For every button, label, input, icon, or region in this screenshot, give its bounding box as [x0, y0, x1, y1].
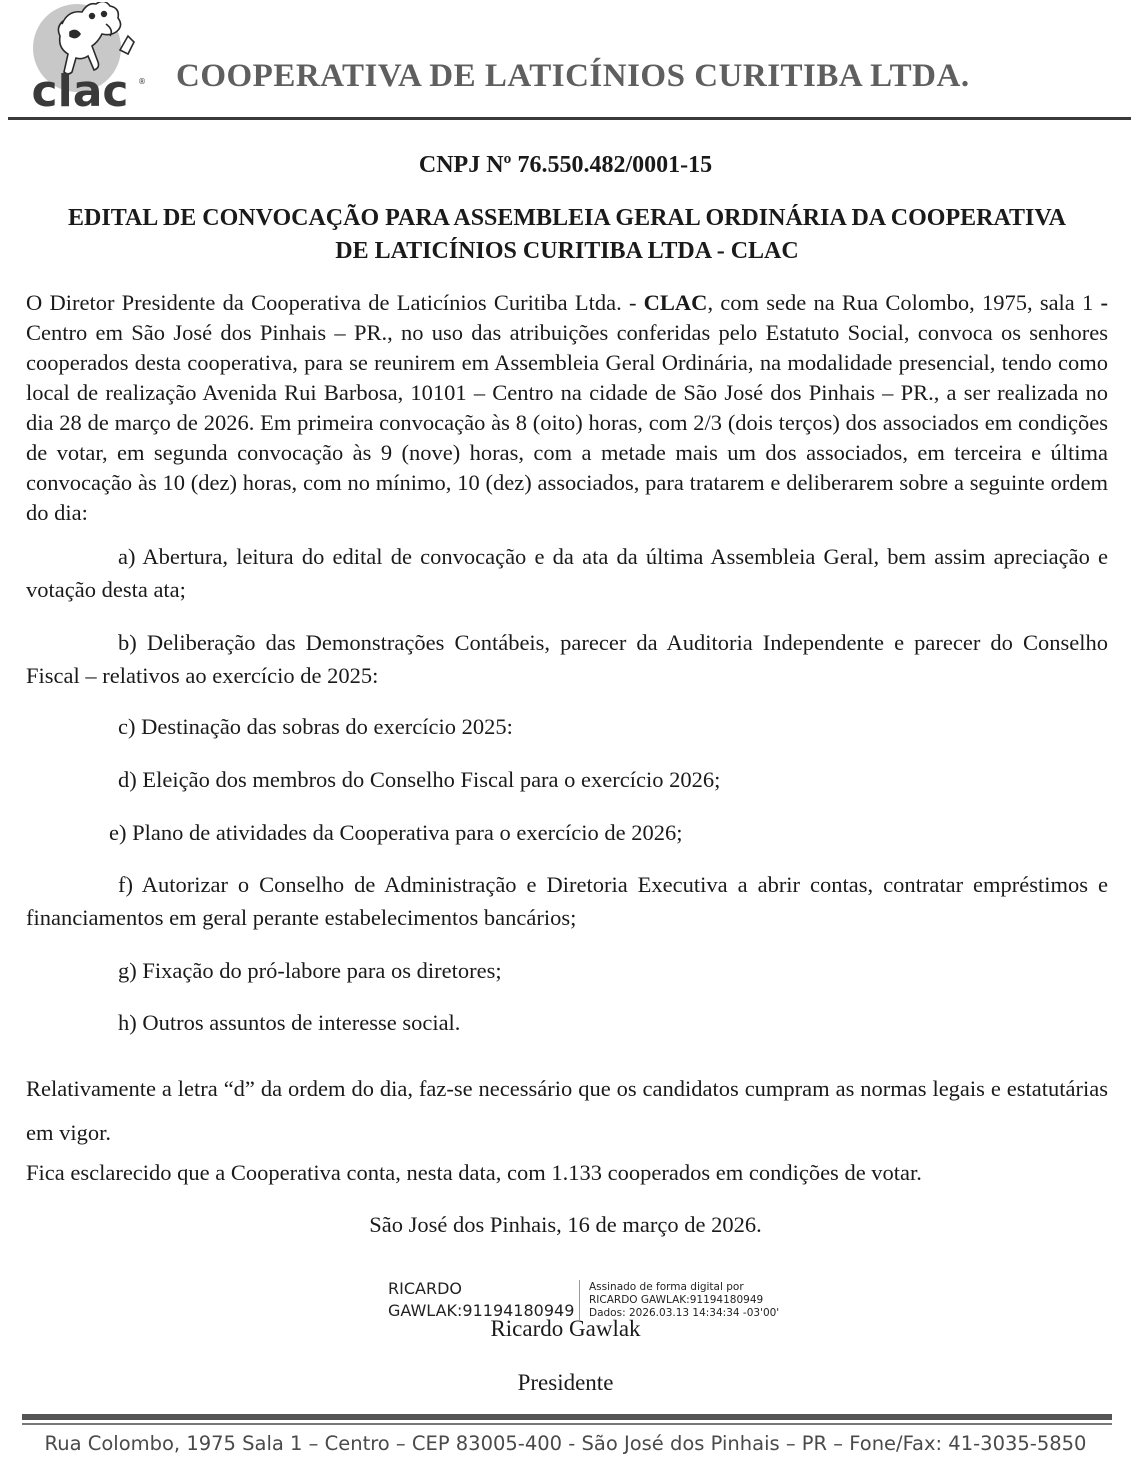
- company-name: COOPERATIVA DE LATICÍNIOS CURITIBA LTDA.: [176, 58, 970, 94]
- footer-divider-thick: [22, 1414, 1112, 1420]
- footer-address: Rua Colombo, 1975 Sala 1 – Centro – CEP 83005-400 - São José dos Pinhais – PR – Fone/Fax: 41-3035-5850: [44, 1432, 1087, 1455]
- intro-text-1: O Diretor Presidente da Cooperativa de Laticínios Curitiba Ltda. -: [26, 290, 644, 315]
- header-divider: [8, 117, 1131, 120]
- agenda-item-c: c) Destinação das sobras do exercício 2025:: [118, 714, 513, 739]
- document-title: [28, 202, 1106, 268]
- agenda-item-d: d) Eleição dos membros do Conselho Fiscal para o exercício 2026;: [118, 767, 721, 792]
- footer-divider-thin: [22, 1423, 1112, 1425]
- intro-bold-clac: CLAC: [643, 290, 708, 315]
- place-and-date: São José dos Pinhais, 16 de março de 2026.: [369, 1212, 762, 1237]
- intro-text-2: , com sede na Rua Colombo, 1975, sala 1: [707, 290, 1101, 315]
- title-line-1: EDITAL DE CONVOCAÇÃO PARA ASSEMBLEIA GERAL ORDINÁRIA DA COOPERATIVA: [68, 205, 1066, 231]
- intro-text-3: Centro em São José dos Pinhais – PR., no uso das atribuições conferidas pelo Estatuto Social, convoca os senhores cooperados desta cooperativa, para se reunirem em Assembleia Geral Ordinária, na modalidade presencial, tendo como local de realização Avenida Rui Barbosa, 10101 – Centro na cidade de São José dos Pinhais – PR., a ser realizada no dia 28 de março de 2026. Em primeira convocação às 8 (oito) horas, com 2/3 (dois terços) dos associados em condições de votar, em segunda convocação às 9 (nove) horas, com a metade mais um dos associados, em terceira e última convocação às 10 (dez) horas, com no mínimo, 10 (dez) associados, para tratarem e deliberarem sobre a seguinte ordem do dia:: [26, 320, 1108, 525]
- digital-signature-info: Assinado de forma digital por RICARDO GAWLAK:91194180949 Dados: 2026.03.13 14:34:34 -03'00': [589, 1281, 780, 1319]
- agenda-item-e: e) Plano de atividades da Cooperativa para o exercício de 2026;: [109, 820, 683, 845]
- agenda-item-f: f) Autorizar o Conselho de Administração e Diretoria Executiva a abrir contas, contratar empréstimos e financiamentos em geral perante estabelecimentos bancários;: [26, 872, 1108, 930]
- signer-name: Ricardo Gawlak: [490, 1316, 641, 1341]
- agenda-item-a: a) Abertura, leitura do edital de convocação e da ata da última Assembleia Geral, bem assim apreciação e votação desta ata;: [26, 544, 1108, 602]
- closing-paragraph-1: Relativamente a letra “d” da ordem do dia, faz-se necessário que os candidatos cumpram as normas legais e estatutárias em vigor.: [26, 1076, 1108, 1145]
- intro-bold-dash: -: [1100, 290, 1108, 315]
- signer-role: Presidente: [517, 1370, 614, 1395]
- agenda-item-h: h) Outros assuntos de interesse social.: [118, 1010, 461, 1035]
- clac-logo: [22, 2, 147, 114]
- cnpj-number: CNPJ Nº 76.550.482/0001-15: [418, 152, 713, 178]
- svg-text:clac: clac: [31, 66, 129, 114]
- closing-paragraph-2: Fica esclarecido que a Cooperativa conta, nesta data, com 1.133 cooperados em condições de votar.: [26, 1160, 922, 1185]
- svg-text:®: ®: [138, 77, 146, 86]
- intro-paragraph: [26, 288, 1108, 528]
- signature-separator: [579, 1280, 580, 1320]
- agenda-item-g: g) Fixação do pró-labore para os diretores;: [118, 958, 502, 983]
- letterhead: [0, 0, 1131, 122]
- title-line-2: DE LATICÍNIOS CURITIBA LTDA - CLAC: [335, 238, 799, 264]
- digital-signature-name: RICARDO GAWLAK:91194180949: [388, 1279, 575, 1320]
- agenda-item-b: b) Deliberação das Demonstrações Contábeis, parecer da Auditoria Independente e parecer do Conselho Fiscal – relativos ao exercício de 2025:: [26, 630, 1108, 688]
